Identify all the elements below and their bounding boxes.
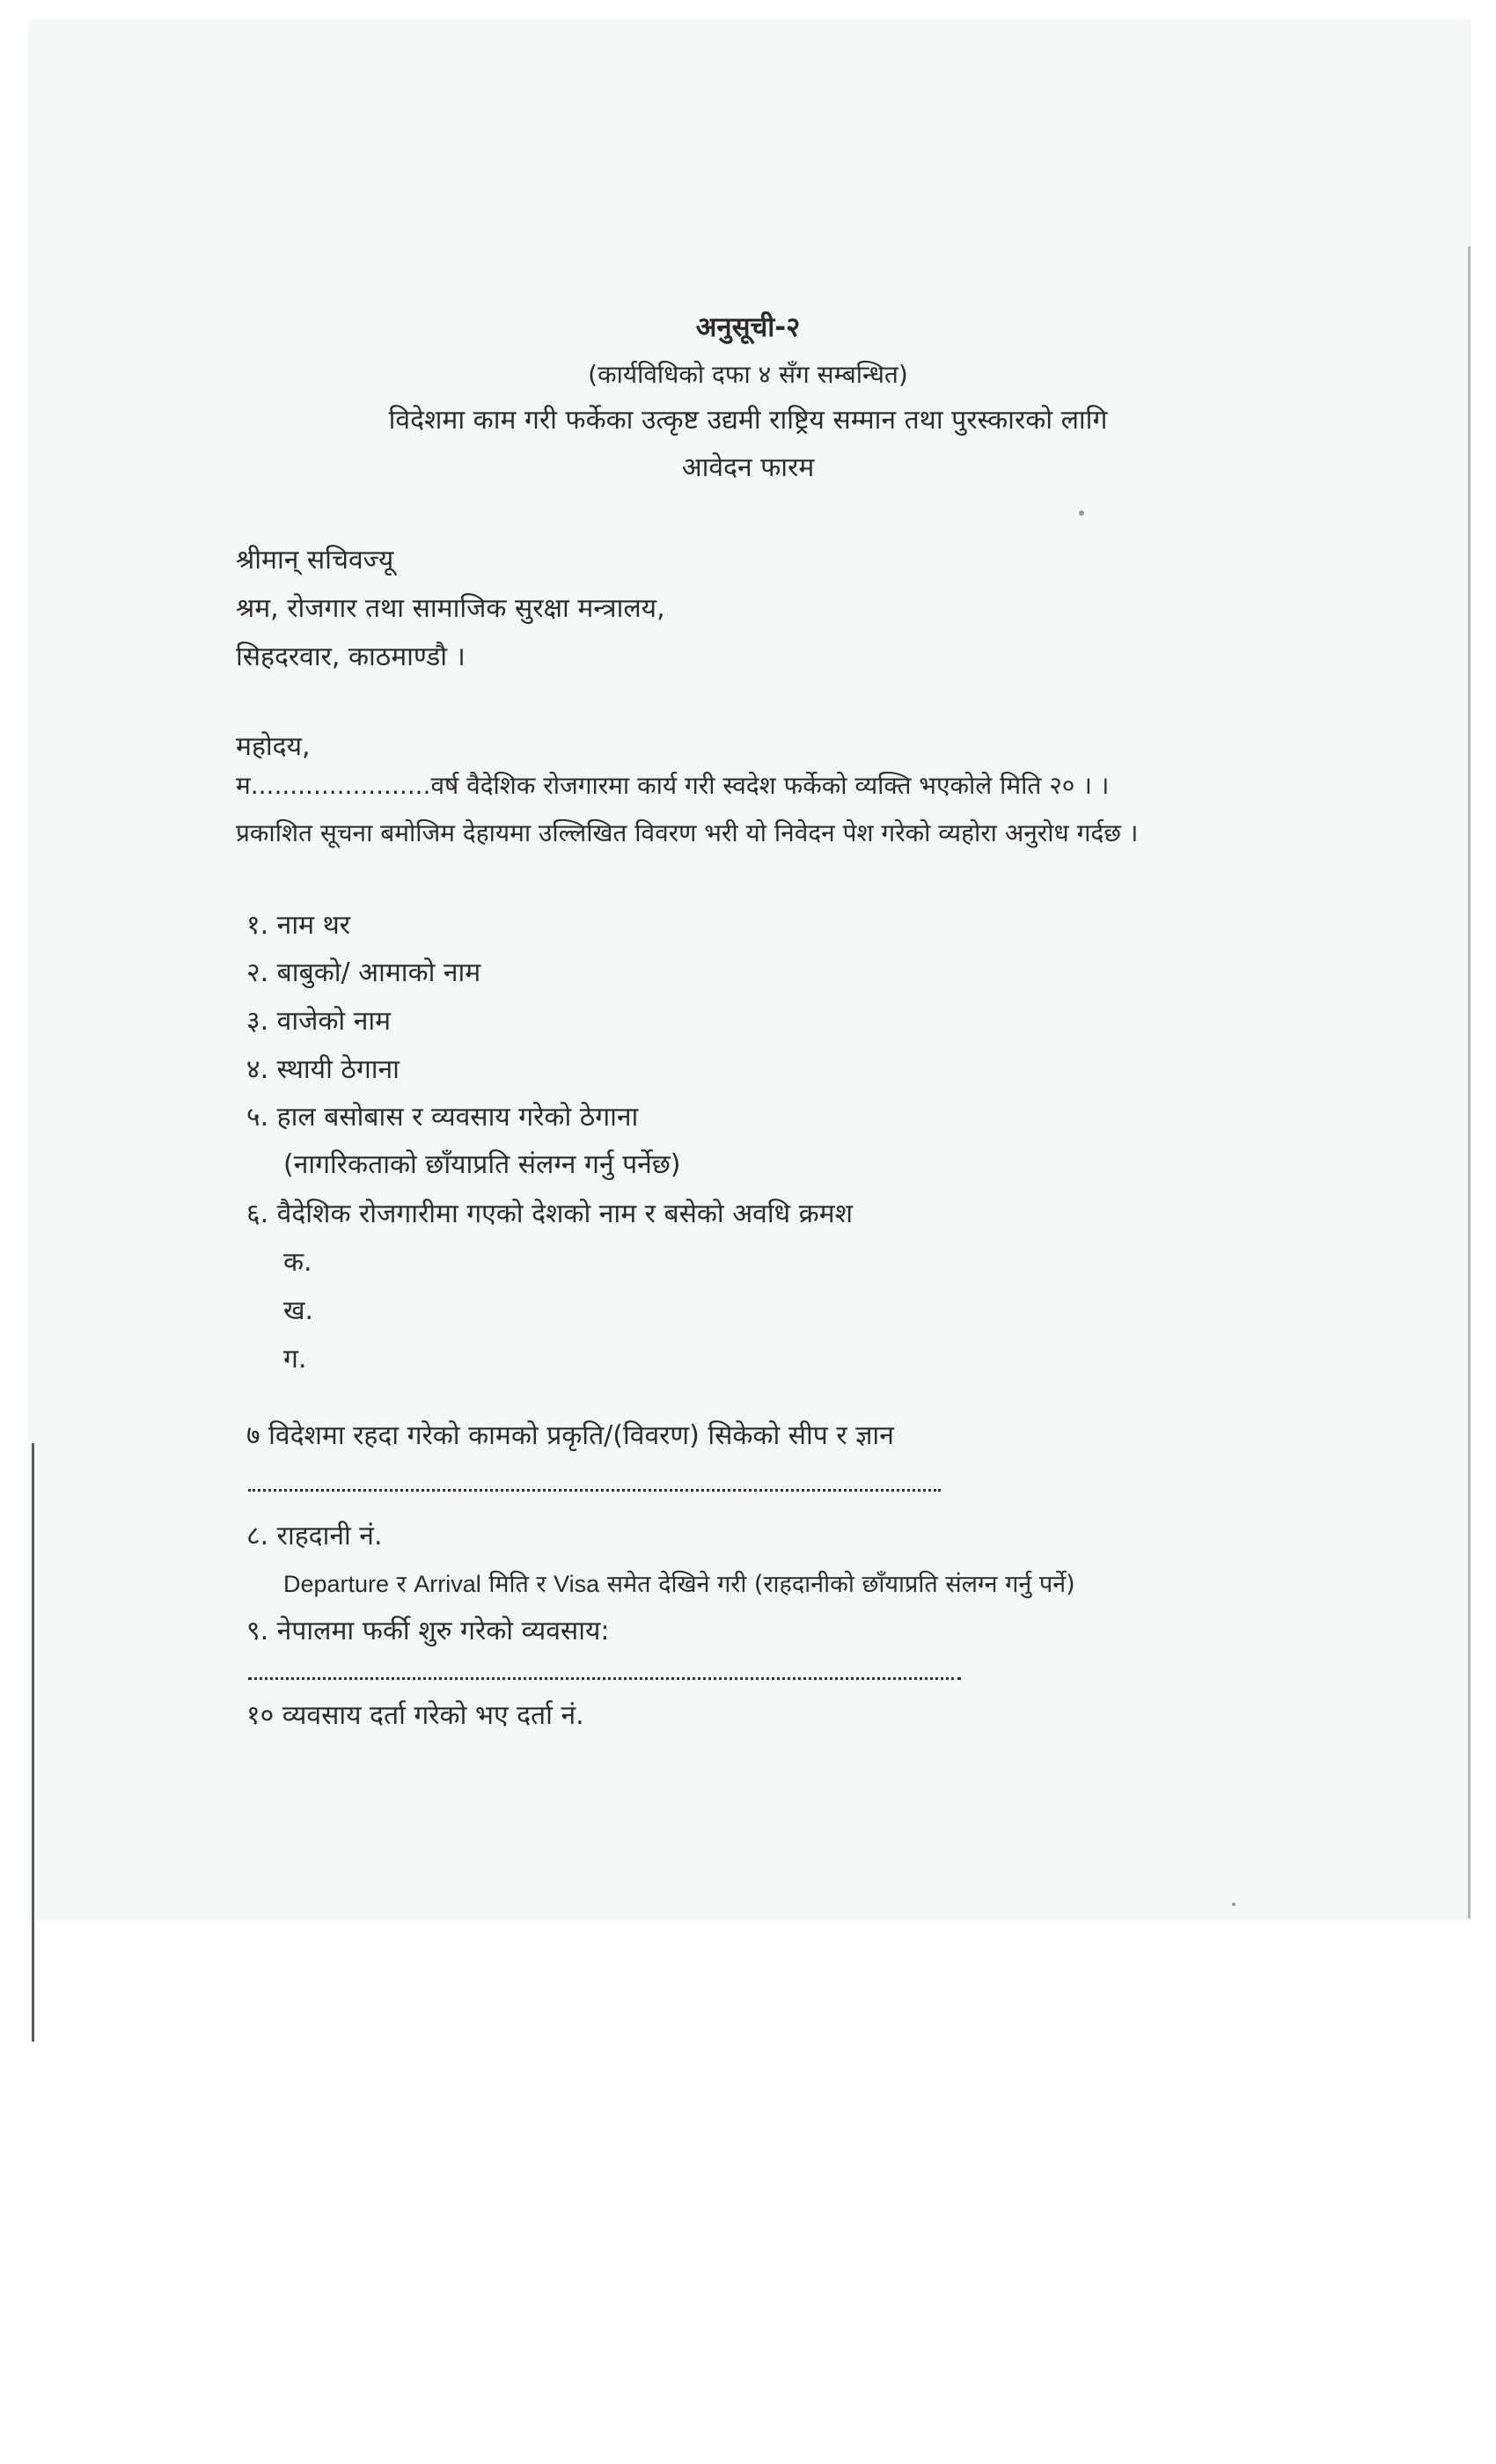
item-foreign-employment: ६. वैदेशिक रोजगारीमा गएको देशको नाम र बसेको अवधि क्रमश bbox=[246, 1199, 853, 1229]
item-permanent-address: ४. स्थायी ठेगाना bbox=[246, 1054, 400, 1085]
item-registration-number: १० व्यवसाय दर्ता गरेको भए दर्ता नं. bbox=[246, 1700, 584, 1731]
item-grandfather-name: ३. वाजेको नाम bbox=[246, 1006, 392, 1037]
scan-speck bbox=[1232, 1903, 1236, 1906]
form-title: आवेदन फारम bbox=[681, 452, 815, 483]
item-parent-name: २. बाबुको/ आमाको नाम bbox=[246, 957, 481, 988]
passport-note-rest: समेत देखिने गरी (राहदानीको छाँयाप्रति संलग्न गर्नु पर्ने) bbox=[599, 1571, 1075, 1598]
visa-label: Visa bbox=[554, 1571, 600, 1597]
item-business-started: ९. नेपालमा फर्की शुरु गरेको व्यवसाय: bbox=[246, 1616, 610, 1646]
item-passport-note bbox=[283, 1566, 1075, 1602]
greeting: महोदय, bbox=[236, 731, 311, 762]
item-foreign-employment-c: ग. bbox=[283, 1344, 307, 1375]
item-current-address-note: (नागरिकताको छाँयाप्रति संलग्न गर्नु पर्नेछ) bbox=[283, 1149, 681, 1180]
body-line-2: प्रकाशित सूचना बमोजिम देहायमा उल्लिखित विवरण भरी यो निवेदन पेश गरेको व्यहोरा अनुरोध गर्दछ । bbox=[236, 818, 1139, 847]
arrival-label: Arrival bbox=[414, 1571, 481, 1597]
salutation: श्रीमान् सचिवज्यू bbox=[236, 545, 394, 576]
passport-note-mid1: र bbox=[389, 1571, 414, 1598]
schedule-heading: अनुसूची-२ bbox=[695, 312, 801, 343]
scan-edge-right bbox=[1468, 246, 1470, 1918]
scan-edge-left bbox=[32, 1443, 34, 2042]
item-current-address: ५. हाल बसोबास र व्यवसाय गरेको ठेगाना bbox=[246, 1102, 639, 1133]
passport-note-mid2: मिति र bbox=[480, 1571, 554, 1598]
item-name: १. नाम थर bbox=[246, 910, 351, 941]
reference-line: (कार्यविधिको दफा ४ सँग सम्बन्धित) bbox=[588, 360, 908, 389]
departure-label: Departure bbox=[283, 1571, 390, 1597]
business-fill-line bbox=[248, 1677, 961, 1680]
ministry-name: श्रम, रोजगार तथा सामाजिक सुरक्षा मन्त्रालय, bbox=[236, 593, 665, 624]
body-line-1: म.......................वर्ष वैदेशिक रोजगारमा कार्य गरी स्वदेश फर्केको व्यक्ति भएकोले मिति २० । । bbox=[236, 771, 1110, 800]
item-foreign-employment-a: क. bbox=[283, 1247, 312, 1278]
item-passport-number: ८. राहदानी नं. bbox=[246, 1521, 383, 1551]
item-foreign-employment-b: ख. bbox=[283, 1295, 314, 1326]
item-work-nature: ७ विदेशमा रहदा गरेको कामको प्रकृति/(विवरण) सिकेको सीप र ज्ञान bbox=[246, 1420, 894, 1451]
scanned-page bbox=[28, 19, 1471, 1920]
subject-line: विदेशमा काम गरी फर्केका उत्कृष्ट उद्यमी राष्ट्रिय सम्मान तथा पुरस्कारको लागि bbox=[388, 405, 1108, 436]
scan-speck bbox=[1079, 510, 1084, 516]
ministry-location: सिहदरवार, काठमाण्डौ । bbox=[236, 642, 466, 672]
work-nature-fill-line bbox=[248, 1489, 941, 1492]
